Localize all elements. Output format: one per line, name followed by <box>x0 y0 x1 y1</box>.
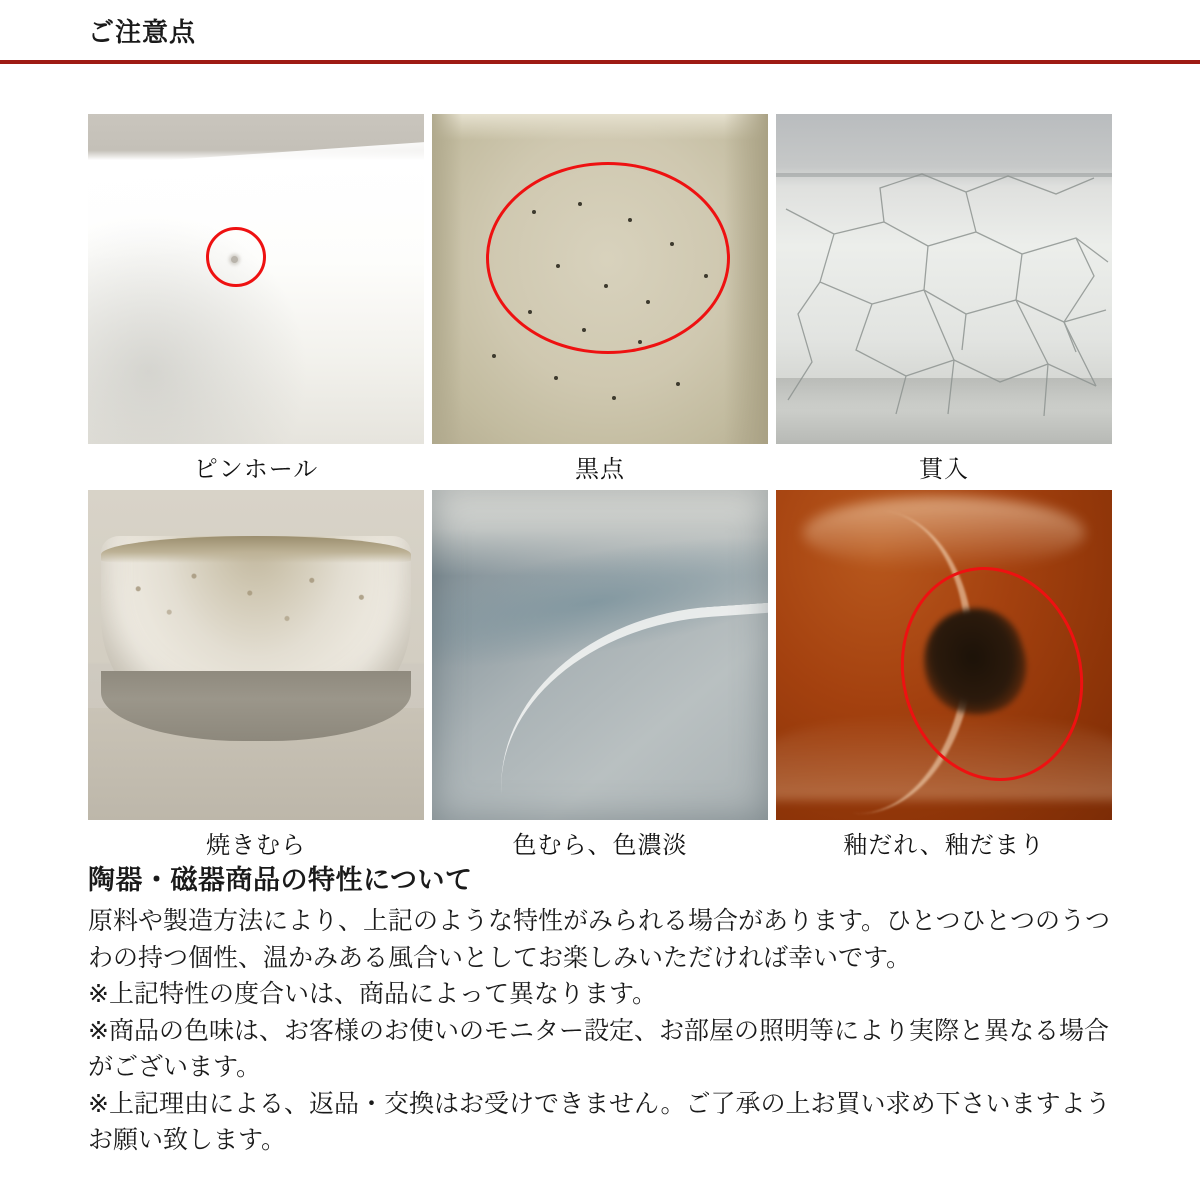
gallery-caption: ピンホール <box>193 456 319 483</box>
gallery-caption: 焼きむら <box>206 832 306 859</box>
defect-gallery <box>88 114 1112 866</box>
notes-heading: 陶器・磁器商品の特性について <box>88 865 473 895</box>
photo-glaze-run <box>776 490 1112 820</box>
gallery-caption: 色むら、色濃淡 <box>512 832 688 859</box>
gallery-caption: 黒点 <box>575 456 625 483</box>
page-title: ご注意点 <box>88 17 197 47</box>
bowl-shape <box>101 536 410 741</box>
gallery-item-crackle <box>776 114 1112 490</box>
gallery-item-black-specks <box>432 114 768 490</box>
photo-crackle <box>776 114 1112 444</box>
gallery-item-glaze-run <box>776 490 1112 866</box>
gallery-item-color-variation <box>432 490 768 866</box>
notes-paragraph-4: ※上記理由による、返品・交換はお受けできません。ご了承の上お買い求め下さいますようお願い致します。 <box>88 1089 1111 1154</box>
photo-firing-unevenness <box>88 490 424 820</box>
photo-color-variation <box>432 490 768 820</box>
notes-paragraph-2: ※上記特性の度合いは、商品によって異なります。 <box>88 980 657 1008</box>
firing-unevenness-image <box>88 490 424 820</box>
ellipse-annotation-icon <box>486 162 730 354</box>
photo-pinhole <box>88 114 424 444</box>
photo-black-specks <box>432 114 768 444</box>
crackle-lines-icon <box>776 114 1112 444</box>
vignette <box>432 490 768 820</box>
color-variation-image <box>432 490 768 820</box>
circle-annotation-icon <box>206 227 266 287</box>
crackle-image <box>776 114 1112 444</box>
notes-section <box>88 858 1118 1159</box>
notes-paragraph-3: ※商品の色味は、お客様のお使いのモニター設定、お部屋の照明等により実際と異なる場合がございます。 <box>88 1016 1109 1081</box>
gallery-row-bottom <box>88 490 1112 866</box>
gallery-item-firing-unevenness <box>88 490 424 866</box>
rim-shading <box>432 114 768 140</box>
gallery-row-top <box>88 114 1112 490</box>
gallery-caption: 釉だれ、釉だまり <box>843 832 1045 859</box>
gallery-item-pinhole <box>88 114 424 490</box>
header-divider <box>0 60 1200 64</box>
right-shading <box>724 114 768 444</box>
glaze-speckles <box>101 557 410 663</box>
notes-paragraph-1: 原料や製造方法により、上記のような特性がみられる場合があります。ひとつひとつのうつわの持つ個性、温かみある風合いとしてお楽しみいただければ幸いです。 <box>88 907 1111 972</box>
left-shading <box>432 114 462 444</box>
gallery-caption: 貫入 <box>919 456 969 483</box>
